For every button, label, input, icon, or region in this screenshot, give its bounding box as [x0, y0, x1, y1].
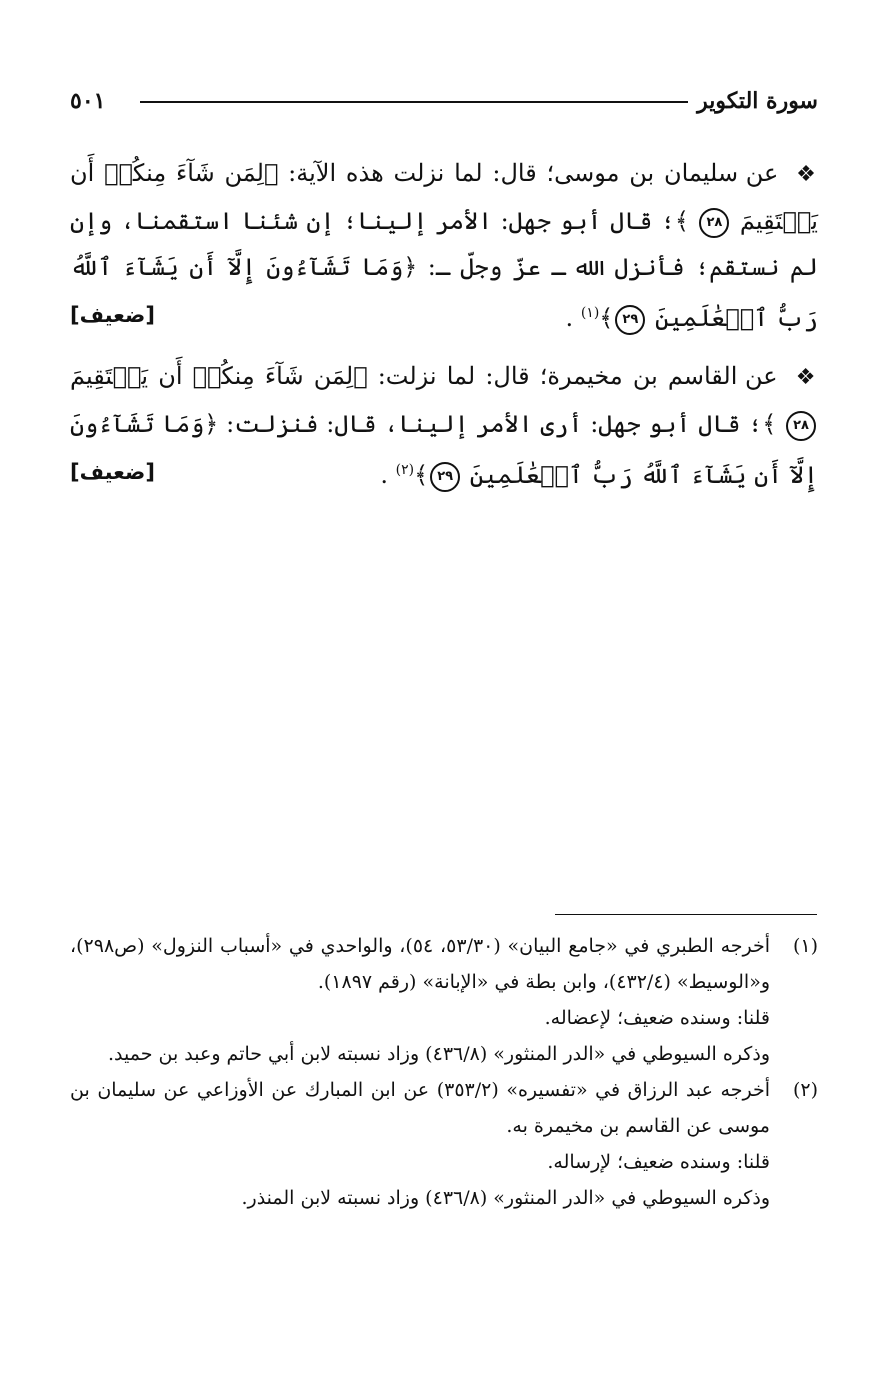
footnote-number: (٢)	[792, 1079, 818, 1101]
ayah-number-marker: ٢٨	[786, 411, 816, 441]
quran-bracket-close: ﴾	[414, 461, 429, 489]
ayah-number-marker: ٢٨	[699, 208, 729, 238]
hadith-grade: [ضعيف]	[70, 303, 155, 327]
footnote-item	[70, 928, 818, 1072]
ayah-number-marker: ٢٩	[430, 462, 460, 492]
page-number: ٥٠١	[70, 88, 106, 114]
narration-paragraph	[70, 150, 818, 341]
footnote-line: وذكره السيوطي في «الدر المنثور» (٤٣٦/٨) وزاد نسبته لابن أبي حاتم وعبد بن حميد.	[107, 1043, 770, 1065]
star-bullet-icon: ❖	[796, 162, 818, 187]
footnote-line: وذكره السيوطي في «الدر المنثور» (٤٣٦/٨) وزاد نسبته لابن المنذر.	[241, 1187, 770, 1209]
main-text	[70, 150, 818, 510]
page-header	[70, 86, 818, 120]
sentence-end: .	[565, 304, 574, 332]
footnote-number: (١)	[792, 935, 818, 957]
narration-paragraph	[70, 353, 818, 498]
footnote-reference[interactable]: (٢)	[395, 462, 415, 478]
footnote-line: أخرجه عبد الرزاق في «تفسيره» (٣٥٣/٢) عن ابن المبارك عن الأوزاعي عن سليمان بن موسى عن القاسم بن مخيمرة به.	[70, 1079, 770, 1137]
footnote-item	[70, 1072, 818, 1216]
surah-title: سورة التكوير	[697, 88, 818, 114]
star-bullet-icon: ❖	[795, 365, 818, 390]
footnote-reference[interactable]: (١)	[580, 305, 600, 321]
quran-bracket-close: ﴾	[599, 304, 614, 332]
header-rule	[140, 101, 688, 103]
footnote-line: أخرجه الطبري في «جامع البيان» (٥٣/٣٠، ٥٤)، والواحدي في «أسباب النزول» (ص٢٩٨)، و«الوسيط» (٤٣٢/٤)، وابن بطة في «الإبانة» (رقم ١٨٩٧).	[70, 935, 771, 993]
footnote-line: قلنا: وسنده ضعيف؛ لإرساله.	[547, 1151, 770, 1173]
ayah-number-marker: ٢٩	[615, 305, 645, 335]
footnote-line: قلنا: وسنده ضعيف؛ لإعضاله.	[544, 1007, 770, 1029]
narration-text: ﴾؛ قال أبو جهل: الأمر إلينا؛ إن شئنا استقمنا، وإن لم نستقم؛ فأنزل الله ـ عزّ وجلّ ـ: ﴿وَمَا تَشَآءُونَ إِلَّآ أَن يَشَآءَ ٱللَّهُ رَبُّ ٱلۡعَٰلَمِينَ	[70, 207, 818, 332]
footnotes	[70, 928, 818, 1216]
narration-text: عن القاسم بن مخيمرة؛ قال: لما نزلت: ﴿لِمَن شَآءَ مِنكُمۡ أَن يَسۡتَقِيمَ	[70, 362, 778, 390]
hadith-grade: [ضعيف]	[70, 460, 155, 484]
footnote-separator	[555, 914, 817, 915]
narration-text: عن سليمان بن موسى؛ قال: لما نزلت هذه الآية: ﴿لِمَن شَآءَ مِنكُمۡ أَن يَسۡتَقِيمَ	[70, 159, 818, 235]
narration-text: ﴾؛ قال أبو جهل: أرى الأمر إلينا، قال: فنزلت: ﴿وَمَا تَشَآءُونَ إِلَّآ أَن يَشَآءَ ٱللَّهُ رَبُّ ٱلۡعَٰلَمِينَ	[70, 410, 818, 489]
sentence-end: .	[380, 461, 388, 489]
